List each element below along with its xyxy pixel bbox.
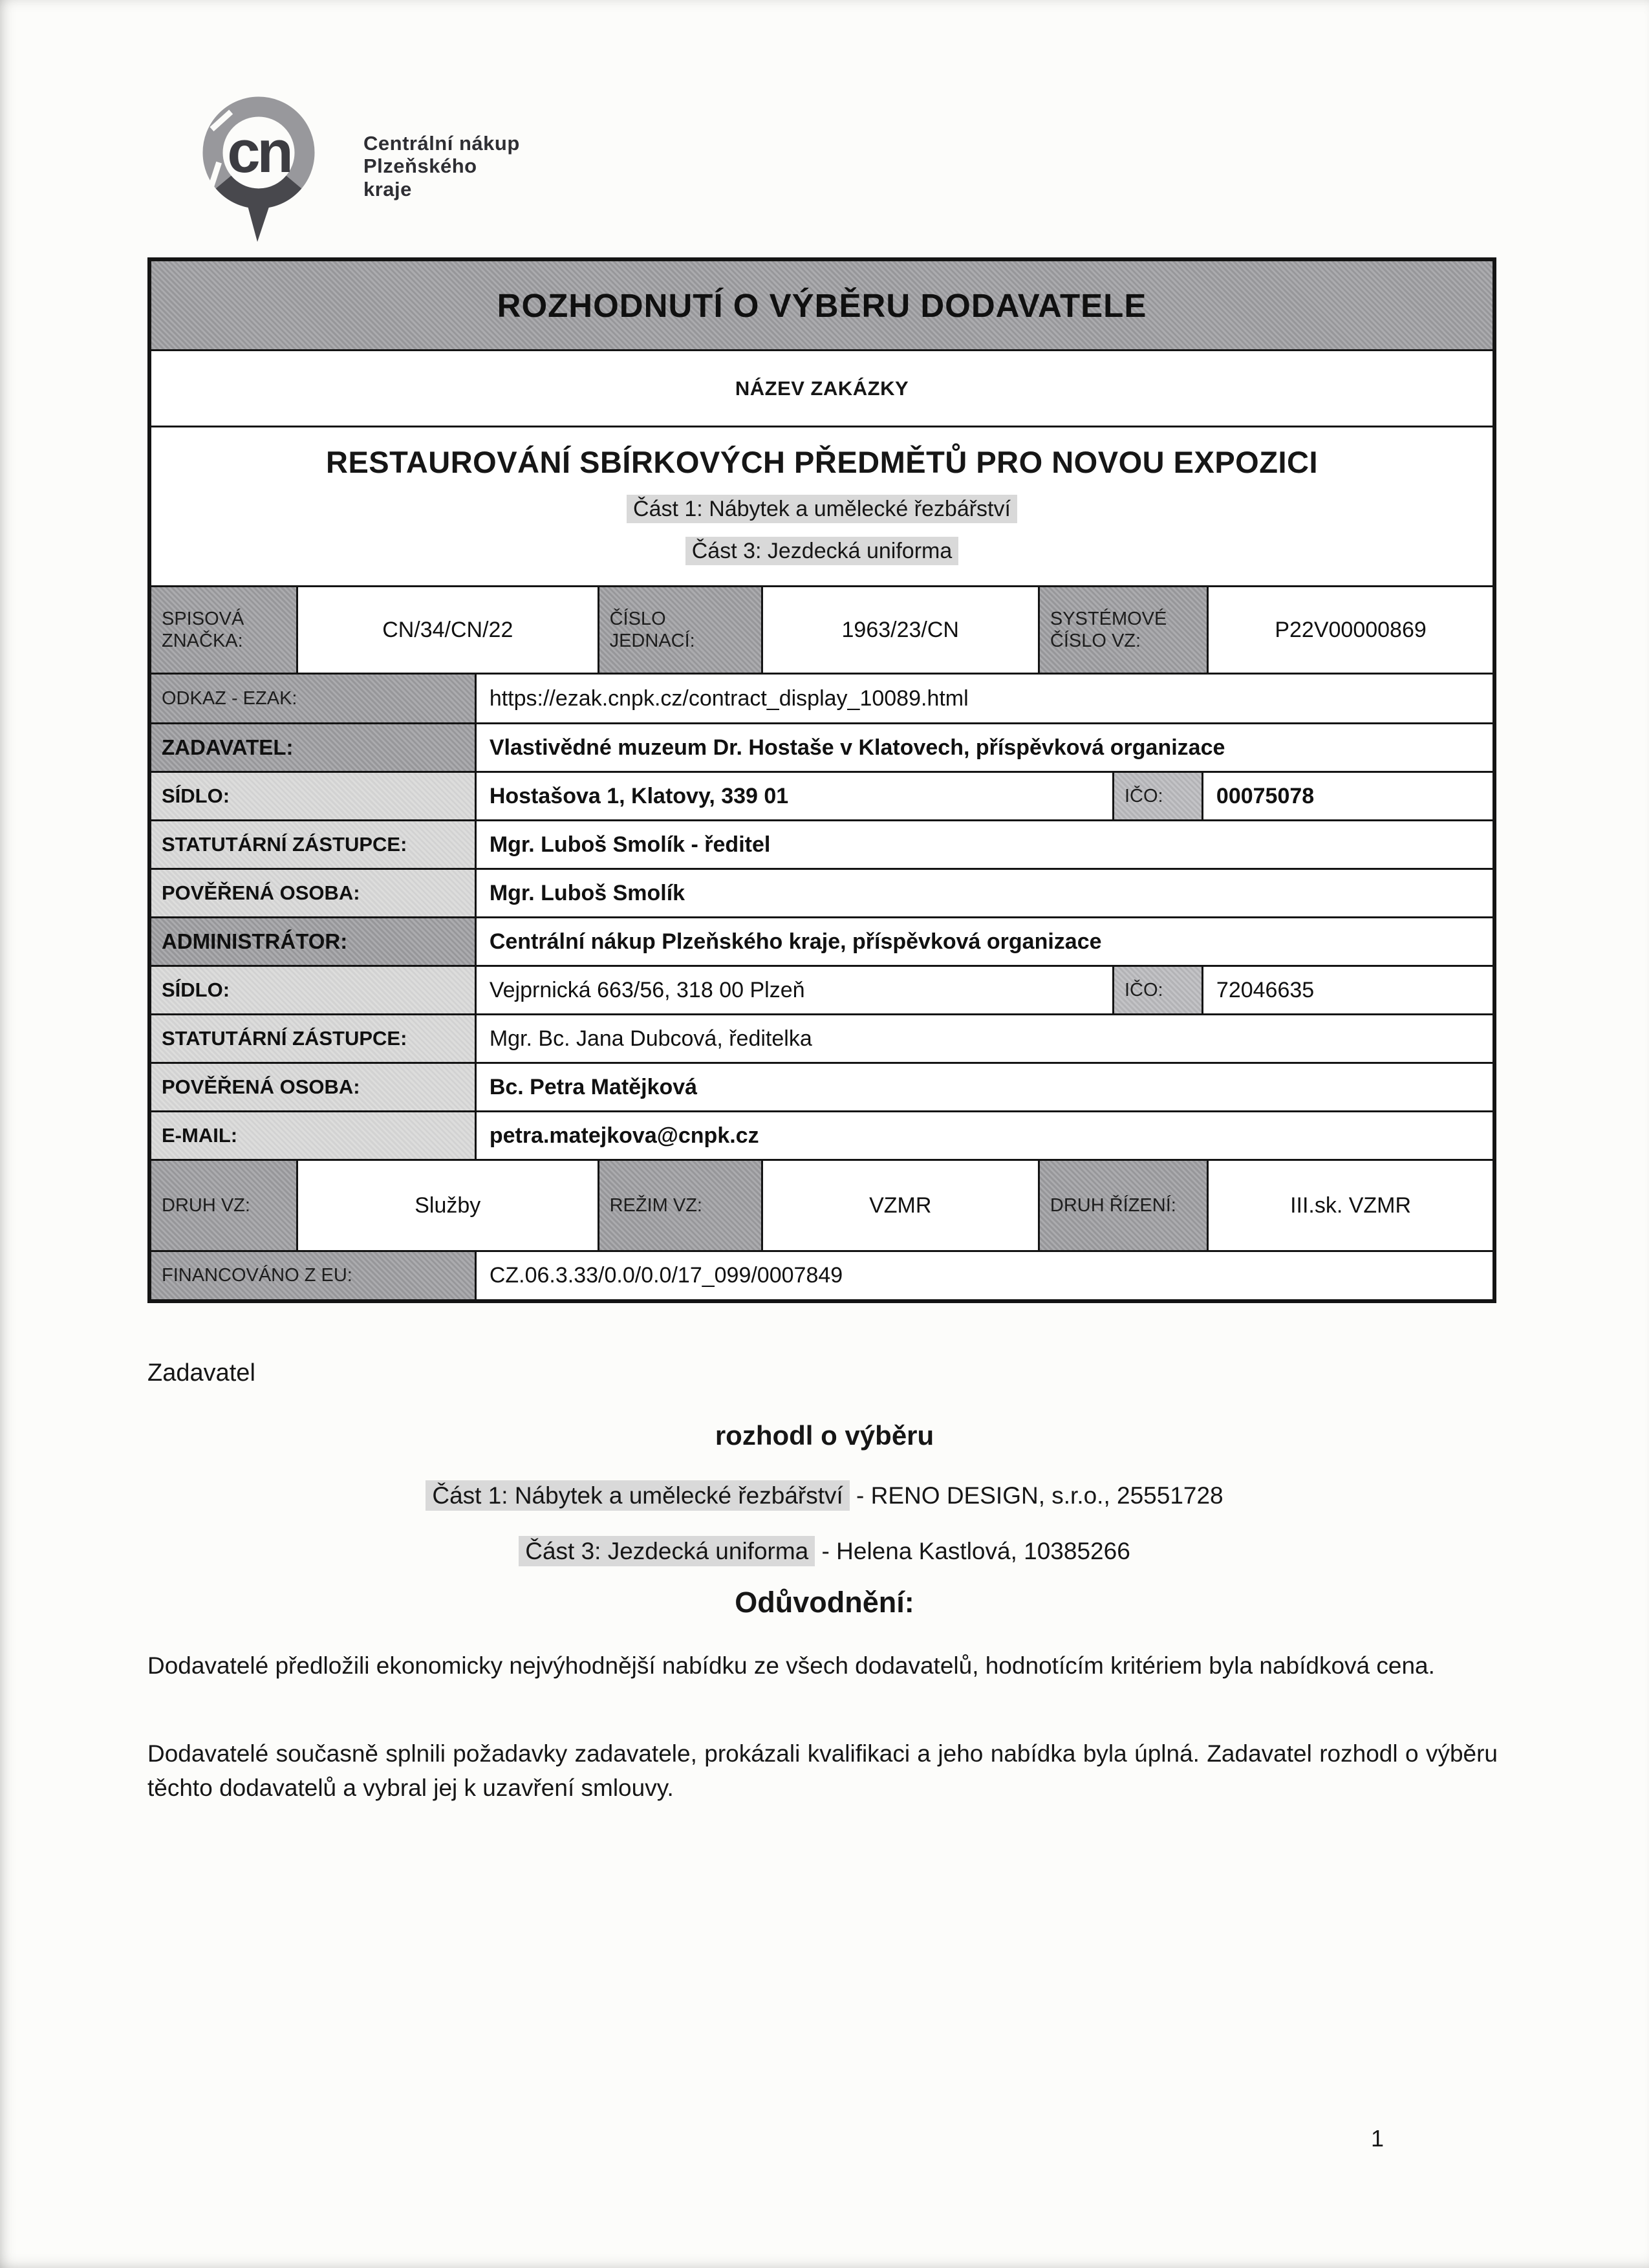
poverena-osoba-value: Mgr. Luboš Smolík <box>475 870 1493 916</box>
decision-part1-winner: - RENO DESIGN, s.r.o., 25551728 <box>849 1482 1223 1509</box>
reason-paragraph-1: Dodavatelé předložili ekonomicky nejvýhodnější nabídku ze všech dodavatelů, hodnotícím kritériem byla nabídková cena. <box>147 1652 1435 1679</box>
druh-vz-value: Služby <box>296 1161 598 1250</box>
decision-heading: rozhodl o výběru <box>715 1420 934 1451</box>
spisova-znacka-label: SPISOVÁ ZNAČKA: <box>151 587 296 673</box>
table-row-administrator <box>151 916 1493 965</box>
rezim-vz-value: VZMR <box>761 1161 1038 1250</box>
statutarni-zastupce-value: Mgr. Luboš Smolík - ředitel <box>475 821 1493 868</box>
decision-part3-winner: - Helena Kastlová, 10385266 <box>815 1538 1130 1564</box>
document-title: ROZHODNUTÍ O VÝBĚRU DODAVATELE <box>497 286 1147 324</box>
page-number: 1 <box>1371 2125 1385 2152</box>
nazev-zakazky-label: NÁZEV ZAKÁZKY <box>735 376 909 400</box>
sidlo-label: SÍDLO: <box>151 773 475 819</box>
email-value: petra.matejkova@cnpk.cz <box>475 1112 1493 1159</box>
table-row-contract-title <box>151 426 1493 585</box>
systemove-cislo-value: P22V00000869 <box>1207 587 1493 673</box>
table-row-zadavatel-poverena <box>151 868 1493 916</box>
svg-text:cn: cn <box>227 119 290 185</box>
logo-org-line: kraje <box>363 177 412 200</box>
table-row-financovano <box>151 1250 1493 1299</box>
logo-org-name <box>363 132 520 200</box>
cislo-jednaci-label: ČÍSLO JEDNACÍ: <box>598 587 761 673</box>
financovano-label: FINANCOVÁNO Z EU: <box>151 1252 475 1299</box>
statutarni-zastupce-label: STATUTÁRNÍ ZÁSTUPCE: <box>151 821 475 868</box>
table-row-email <box>151 1110 1493 1159</box>
statutarni-zastupce-value: Mgr. Bc. Jana Dubcová, ředitelka <box>475 1015 1493 1062</box>
contract-part3: Část 3: Jezdecká uniforma <box>685 537 959 565</box>
administrator-value: Centrální nákup Plzeňského kraje, příspěvková organizace <box>475 918 1493 965</box>
zadavatel-label: ZADAVATEL: <box>151 724 475 771</box>
sidlo-label: SÍDLO: <box>151 967 475 1013</box>
table-row-nazev-zakazky <box>151 349 1493 426</box>
ico-value: 72046635 <box>1202 967 1493 1013</box>
administrator-label: ADMINISTRÁTOR: <box>151 918 475 965</box>
druh-rizeni-label: DRUH ŘÍZENÍ: <box>1038 1161 1207 1250</box>
sidlo-value: Hostašova 1, Klatovy, 339 01 <box>475 773 1112 819</box>
decision-part3-highlight: Část 3: Jezdecká uniforma <box>519 1536 815 1566</box>
logo <box>191 89 520 250</box>
table-row-banner <box>151 261 1493 349</box>
poverena-osoba-value: Bc. Petra Matějková <box>475 1064 1493 1110</box>
odkaz-ezak-url: https://ezak.cnpk.cz/contract_display_10089.html <box>475 675 1493 722</box>
logo-org-line: Centrální nákup <box>363 132 520 155</box>
reason-paragraph-2: Dodavatelé současně splnili požadavky zadavatele, prokázali kvalifikaci a jeho nabídka byla úplná. Zadavatel rozhodl o výběru těchto dodavatelů a vybral jej k uzavření smlouvy. <box>147 1740 1498 1801</box>
druh-vz-label: DRUH VZ: <box>151 1161 296 1250</box>
rezim-vz-label: REŽIM VZ: <box>598 1161 761 1250</box>
decision-part1-line <box>0 1482 1649 1509</box>
systemove-cislo-label: SYSTÉMOVÉ ČÍSLO VZ: <box>1038 587 1207 673</box>
decision-table <box>147 257 1496 1303</box>
email-label: E-MAIL: <box>151 1112 475 1159</box>
poverena-osoba-label: POVĚŘENÁ OSOBA: <box>151 870 475 916</box>
odkaz-ezak-label: ODKAZ - EZAK: <box>151 675 475 722</box>
decision-part3-line <box>0 1538 1649 1565</box>
decision-part1-highlight: Část 1: Nábytek a umělecké řezbářství <box>426 1480 849 1511</box>
zadavatel-value: Vlastivědné muzeum Dr. Hostaše v Klatovech, příspěvková organizace <box>475 724 1493 771</box>
table-row-admin-statutar <box>151 1013 1493 1062</box>
cn-logo-icon <box>191 89 329 250</box>
druh-rizeni-value: III.sk. VZMR <box>1207 1161 1493 1250</box>
table-row-odkaz <box>151 673 1493 722</box>
table-row-zadavatel-statutar <box>151 819 1493 868</box>
financovano-value: CZ.06.3.33/0.0/0.0/17_099/0007849 <box>475 1252 1493 1299</box>
table-row-druh-vz <box>151 1159 1493 1250</box>
logo-org-line: Plzeňského <box>363 155 477 178</box>
ico-value: 00075078 <box>1202 773 1493 819</box>
table-row-admin-sidlo <box>151 965 1493 1013</box>
decision-intro: Zadavatel <box>147 1359 255 1387</box>
ico-label: IČO: <box>1112 773 1202 819</box>
table-row-zadavatel-sidlo <box>151 771 1493 819</box>
contract-title: RESTAUROVÁNÍ SBÍRKOVÝCH PŘEDMĚTŮ PRO NOVOU EXPOZICI <box>326 445 1318 479</box>
statutarni-zastupce-label: STATUTÁRNÍ ZÁSTUPCE: <box>151 1015 475 1062</box>
reason-heading: Odůvodnění: <box>735 1586 914 1619</box>
contract-part1: Část 1: Nábytek a umělecké řezbářství <box>627 495 1017 523</box>
ico-label: IČO: <box>1112 967 1202 1013</box>
cislo-jednaci-value: 1963/23/CN <box>761 587 1038 673</box>
table-row-spisova <box>151 585 1493 673</box>
table-row-admin-poverena <box>151 1062 1493 1110</box>
poverena-osoba-label: POVĚŘENÁ OSOBA: <box>151 1064 475 1110</box>
sidlo-value: Vejprnická 663/56, 318 00 Plzeň <box>475 967 1112 1013</box>
spisova-znacka-value: CN/34/CN/22 <box>296 587 598 673</box>
table-row-zadavatel <box>151 722 1493 771</box>
